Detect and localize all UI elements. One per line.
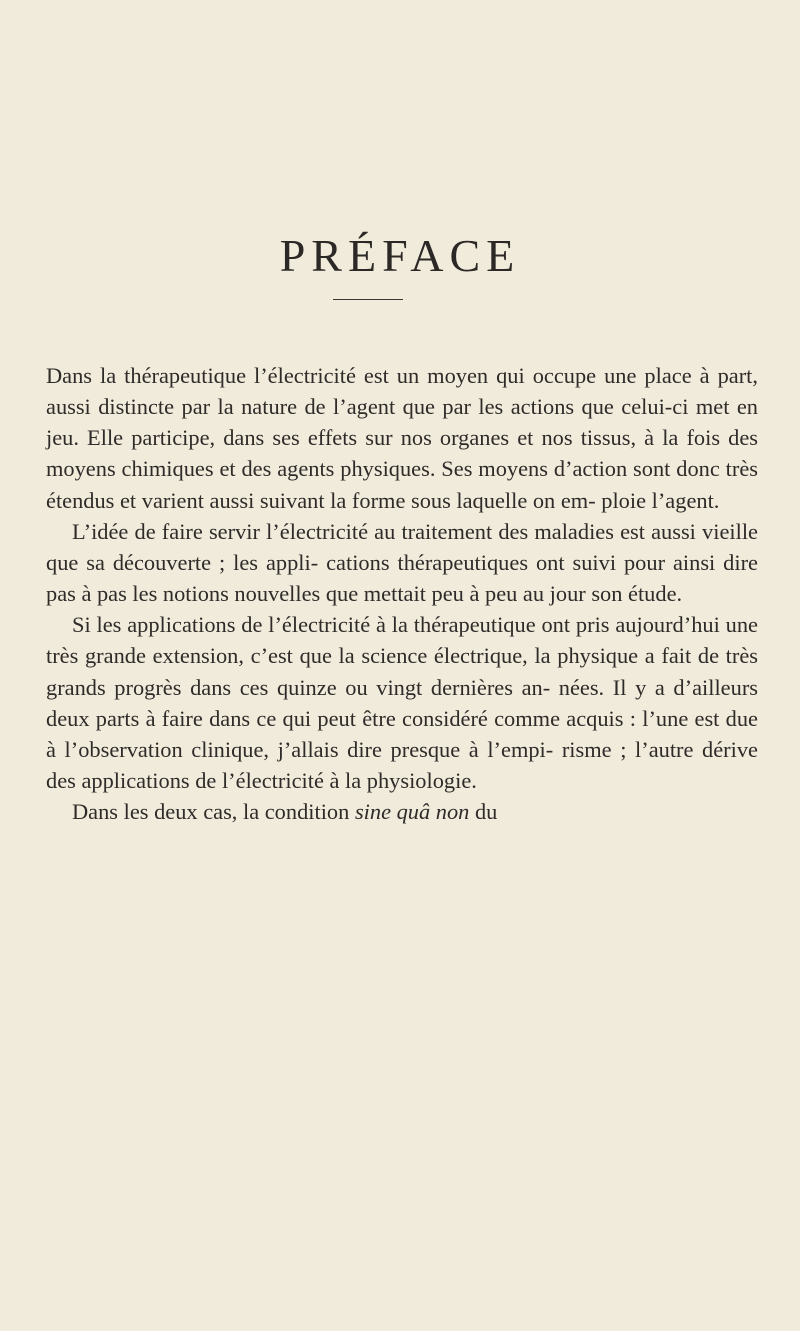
- title-divider: [333, 299, 403, 300]
- paragraph-4: [46, 796, 758, 827]
- paragraph-4-latin-phrase: sine quâ non: [354, 799, 470, 825]
- paragraph-4-end: du: [474, 799, 498, 825]
- paragraph-4-start: Dans les deux cas, la condition: [72, 799, 350, 825]
- preface-body: [46, 360, 758, 827]
- paragraph-3: Si les applications de l’électricité à la thérapeutique ont pris aujourd’hui une très grande extension, c’est que la science électrique, la physique a fait de très grands progrès dans ces quinze ou vingt dernières an- nées. Il y a d’ailleurs deux parts à faire dans ce qui peut être considéré comme acquis : l’une est due à l’observation clinique, j’allais dire presque à l’empi- risme ; l’autre dérive des applications de l’électricité à la physiologie.: [46, 612, 758, 794]
- paragraph-2: L’idée de faire servir l’électricité au traitement des maladies est aussi vieille que sa découverte ; les appli- cations thérapeutiques ont suivi pour ainsi dire pas à pas les notions nouvelles que mettait peu à peu au jour son étude.: [46, 518, 758, 607]
- paragraph-1: Dans la thérapeutique l’électricité est un moyen qui occupe une place à part, aussi distincte par la nature de l’agent que par les actions que celui-ci met en jeu. Elle participe, dans ses effets sur nos organes et nos tissus, à la fois des moyens chimiques et des agents physiques. Ses moyens d’action sont donc très étendus et varient aussi suivant la forme sous laquelle on em- ploie l’agent.: [46, 363, 758, 513]
- page-title: PRÉFACE: [279, 230, 521, 281]
